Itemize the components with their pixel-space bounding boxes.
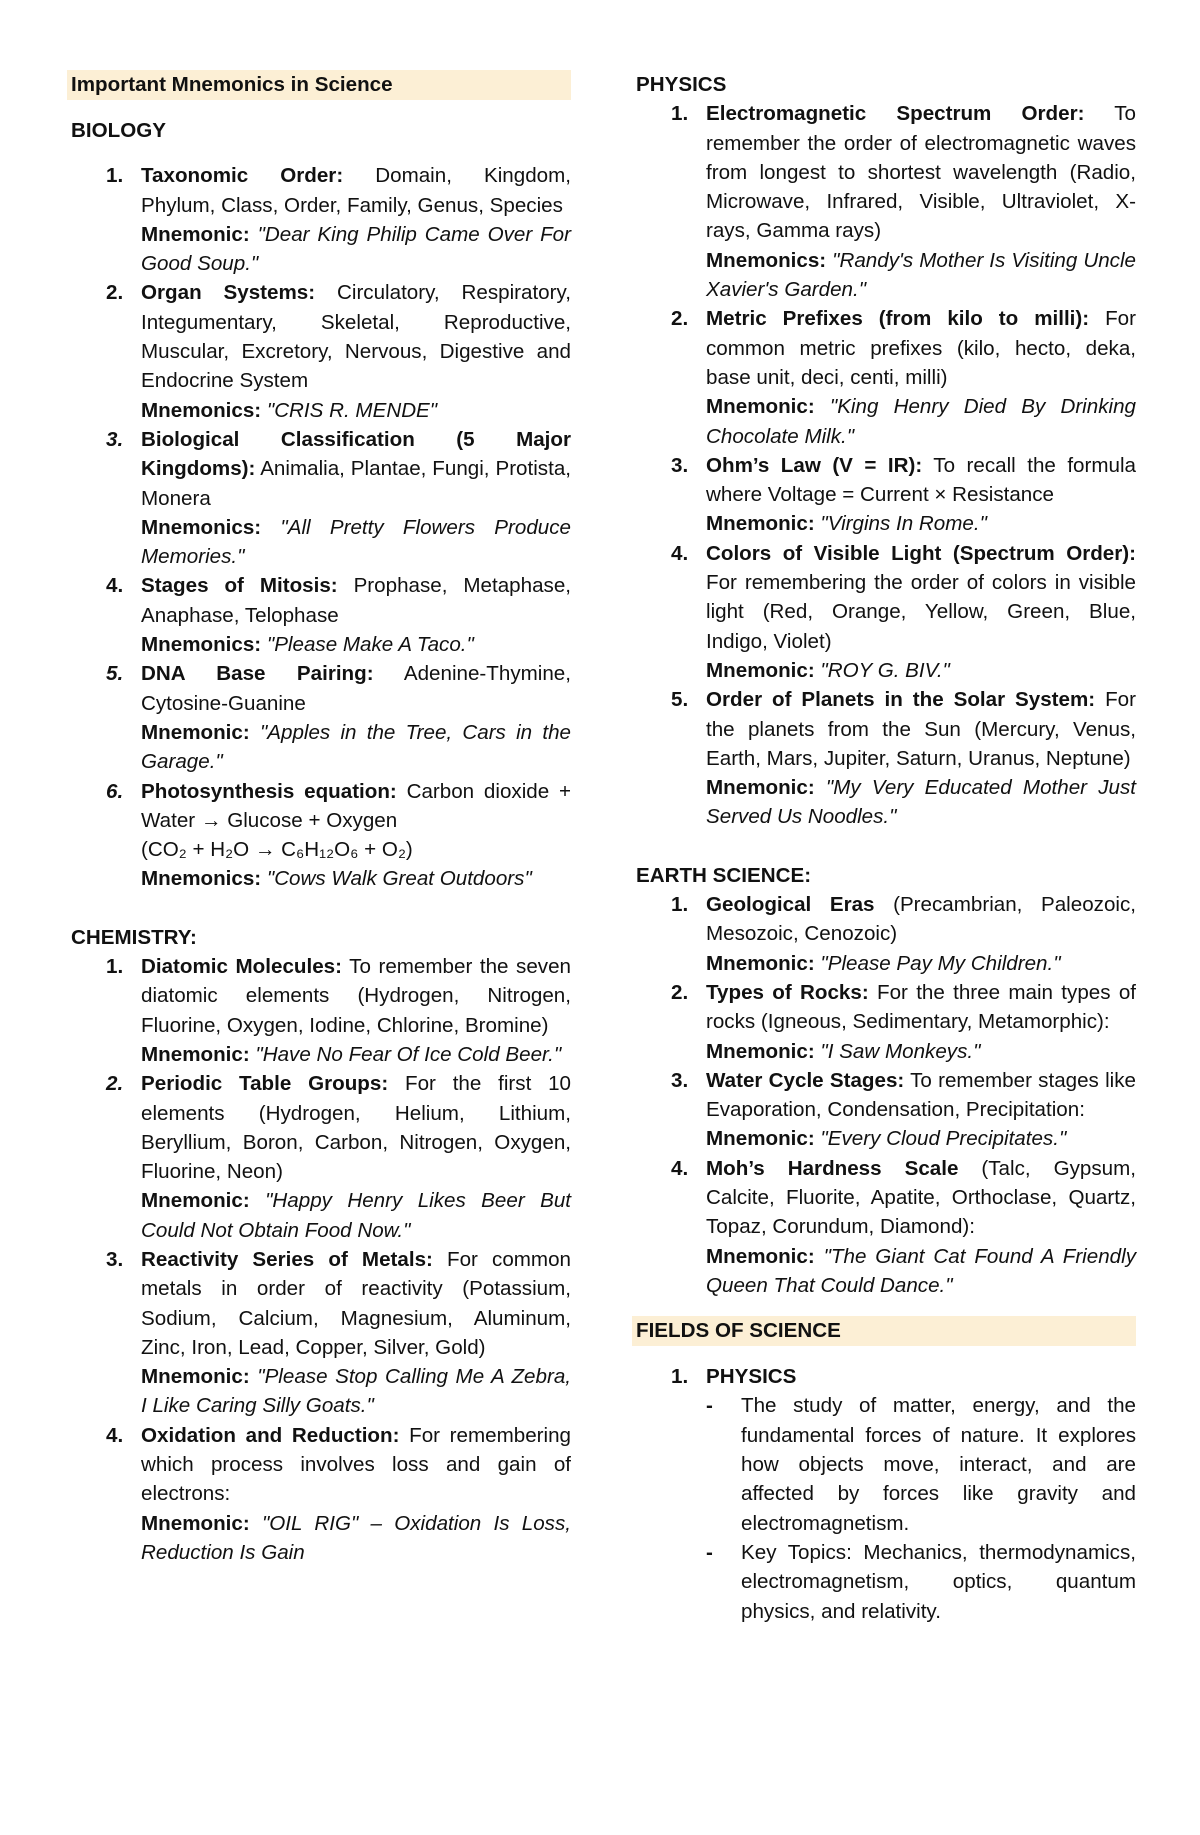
item-body: For the first 10 elements (Hydrogen, Helium, Lithium, Beryllium, Boron, Carbon, Nitrogen, Oxygen, Fluorine, Neon) bbox=[141, 1072, 571, 1184]
earth-science-item-4 bbox=[636, 1154, 1136, 1300]
biology-item-6 bbox=[71, 777, 571, 894]
item-body: Adenine-Thymine, Cytosine-Guanine bbox=[141, 662, 571, 715]
document-title: Important Mnemonics in Science bbox=[67, 70, 571, 100]
right-column bbox=[636, 70, 1136, 1626]
chemistry-item-2 bbox=[71, 1069, 571, 1245]
item-body: For common metric prefixes (kilo, hecto, deka, base unit, deci, centi, milli) bbox=[706, 307, 1136, 389]
bullet-item bbox=[706, 1391, 1136, 1537]
item-title: Geological Eras bbox=[706, 893, 875, 917]
fields-of-science-heading: FIELDS OF SCIENCE bbox=[632, 1316, 1136, 1346]
item-number: 4. bbox=[106, 1423, 124, 1447]
bullet-list bbox=[706, 1391, 1136, 1625]
mnemonic-label: Mnemonics: bbox=[141, 515, 262, 539]
earth-science-item-3 bbox=[636, 1066, 1136, 1154]
item-number: 1. bbox=[671, 893, 689, 917]
item-number: 2. bbox=[671, 307, 689, 331]
mnemonic-label: Mnemonics: bbox=[141, 867, 262, 891]
physics-list bbox=[636, 99, 1136, 831]
bullet-item bbox=[706, 1538, 1136, 1626]
mnemonic-text: "Cows Walk Great Outdoors" bbox=[261, 867, 532, 891]
chemistry-item-1 bbox=[71, 952, 571, 1069]
item-title: Types of Rocks: bbox=[706, 980, 869, 1004]
item-number: 6. bbox=[106, 779, 124, 803]
mnemonic-text: "OIL RIG" – Oxidation Is Loss, Reduction Is Gain bbox=[141, 1511, 571, 1564]
mnemonic-text: "ROY G. BIV." bbox=[814, 658, 950, 682]
item-body: Carbon dioxide + Water → Glucose + Oxygen bbox=[141, 779, 571, 832]
item-body: For remembering which process involves loss and gain of electrons: bbox=[141, 1423, 571, 1506]
fields-list bbox=[636, 1362, 1136, 1626]
item-body: For the three main types of rocks (Igneous, Sedimentary, Metamorphic): bbox=[706, 980, 1136, 1034]
item-title: Metric Prefixes (from kilo to milli): bbox=[706, 307, 1090, 331]
item-title: Organ Systems: bbox=[141, 281, 316, 305]
item-body: For the planets from the Sun (Mercury, Venus, Earth, Mars, Jupiter, Saturn, Uranus, Neptune) bbox=[706, 688, 1136, 770]
mnemonic-label: Mnemonic: bbox=[141, 1365, 250, 1389]
item-title: Colors of Visible Light (Spectrum Order): bbox=[706, 541, 1136, 565]
bullet-text: The study of matter, energy, and the fundamental forces of nature. It explores how objects move, interact, and are affected by forces like gravity and electromagnetism. bbox=[741, 1394, 1136, 1535]
item-title: Order of Planets in the Solar System: bbox=[706, 688, 1096, 712]
mnemonic-text: "All Pretty Flowers Produce Memories." bbox=[141, 515, 571, 569]
mnemonic-text: "CRIS R. MENDE" bbox=[261, 398, 438, 422]
earth-science-item-2 bbox=[636, 978, 1136, 1066]
biology-item-4 bbox=[71, 571, 571, 659]
mnemonic-label: Mnemonic: bbox=[141, 222, 250, 246]
mnemonic-label: Mnemonic: bbox=[706, 1127, 815, 1151]
mnemonic-label: Mnemonic: bbox=[706, 658, 815, 682]
item-body: For common metals in order of reactivity (Potassium, Sodium, Calcium, Magnesium, Aluminum, Zinc, Iron, Lead, Copper, Silver, Gold) bbox=[141, 1247, 571, 1359]
item-body: (Precambrian, Paleozoic, Mesozoic, Cenozoic) bbox=[706, 893, 1136, 946]
item-title: Diatomic Molecules: bbox=[141, 955, 342, 979]
mnemonic-label: Mnemonics: bbox=[141, 398, 262, 422]
fields-item-1 bbox=[636, 1362, 1136, 1626]
mnemonic-label: Mnemonics: bbox=[706, 248, 827, 272]
physics-item-5 bbox=[636, 685, 1136, 831]
mnemonic-label: Mnemonic: bbox=[706, 951, 815, 975]
item-title: Biological Classification (5 Major Kingdoms): bbox=[141, 427, 571, 481]
item-number: 1. bbox=[106, 164, 124, 188]
item-number: 3. bbox=[106, 427, 124, 451]
physics-item-3 bbox=[636, 451, 1136, 539]
item-number: 4. bbox=[671, 1156, 689, 1180]
biology-list bbox=[71, 161, 571, 893]
mnemonic-text: "My Very Educated Mother Just Served Us Noodles." bbox=[706, 776, 1136, 829]
item-title: PHYSICS bbox=[706, 1365, 797, 1389]
dash-bullet: - bbox=[706, 1394, 713, 1418]
item-number: 2. bbox=[106, 281, 124, 305]
item-number: 3. bbox=[106, 1247, 124, 1271]
mnemonic-label: Mnemonic: bbox=[141, 1042, 250, 1066]
item-number: 4. bbox=[671, 541, 689, 565]
chemistry-heading: CHEMISTRY: bbox=[71, 925, 197, 949]
mnemonic-text: "Please Make A Taco." bbox=[261, 633, 474, 657]
item-body: Animalia, Plantae, Fungi, Protista, Monera bbox=[141, 457, 571, 510]
mnemonic-label: Mnemonic: bbox=[706, 776, 815, 800]
mnemonic-label: Mnemonic: bbox=[141, 1189, 250, 1213]
item-body: To remember the seven diatomic elements (Hydrogen, Nitrogen, Fluorine, Oxygen, Iodine, Chlorine, Bromine) bbox=[141, 955, 572, 1037]
item-number: 5. bbox=[106, 662, 124, 686]
chemical-formula: (CO₂ + H₂O → C₆H₁₂O₆ + O₂) bbox=[141, 838, 413, 862]
biology-item-2 bbox=[71, 278, 571, 424]
item-title: Oxidation and Reduction: bbox=[141, 1423, 400, 1447]
chemistry-item-4 bbox=[71, 1421, 571, 1567]
mnemonic-label: Mnemonic: bbox=[706, 512, 815, 536]
mnemonic-text: "Happy Henry Likes Beer But Could Not Obtain Food Now." bbox=[141, 1189, 571, 1242]
dash-bullet: - bbox=[706, 1540, 713, 1564]
item-title: Periodic Table Groups: bbox=[141, 1072, 389, 1096]
left-column bbox=[71, 70, 571, 1567]
item-number: 2. bbox=[106, 1072, 124, 1096]
item-title: Electromagnetic Spectrum Order: bbox=[706, 102, 1085, 126]
mnemonic-text: "Please Pay My Children." bbox=[814, 951, 1061, 975]
item-number: 3. bbox=[671, 1068, 689, 1092]
mnemonic-text: "The Giant Cat Found A Friendly Queen That Could Dance." bbox=[706, 1244, 1136, 1297]
mnemonic-text: "Virgins In Rome." bbox=[814, 512, 987, 536]
physics-item-4 bbox=[636, 539, 1136, 685]
item-body: For remembering the order of colors in visible light (Red, Orange, Yellow, Green, Blue, Indigo, Violet) bbox=[706, 571, 1136, 653]
earth-science-item-1 bbox=[636, 890, 1136, 978]
item-number: 4. bbox=[106, 574, 124, 598]
mnemonic-label: Mnemonics: bbox=[141, 633, 262, 657]
item-body: (Talc, Gypsum, Calcite, Fluorite, Apatite, Orthoclase, Quartz, Topaz, Corundum, Diamond): bbox=[706, 1156, 1137, 1239]
item-title: Stages of Mitosis: bbox=[141, 574, 338, 598]
mnemonic-text: "King Henry Died By Drinking Chocolate Milk." bbox=[706, 395, 1136, 448]
mnemonic-label: Mnemonic: bbox=[706, 1039, 815, 1063]
mnemonic-label: Mnemonic: bbox=[141, 1511, 250, 1535]
item-title: DNA Base Pairing: bbox=[141, 662, 374, 686]
physics-item-1 bbox=[636, 99, 1136, 304]
mnemonic-text: "Randy's Mother Is Visiting Uncle Xavier's Garden." bbox=[706, 248, 1136, 302]
mnemonic-label: Mnemonic: bbox=[706, 1244, 815, 1268]
item-title: Photosynthesis equation: bbox=[141, 779, 397, 803]
earth-science-list bbox=[636, 890, 1136, 1300]
chemistry-item-3 bbox=[71, 1245, 571, 1421]
bullet-text: Key Topics: Mechanics, thermodynamics, electromagnetism, optics, quantum physics, and relativity. bbox=[741, 1540, 1136, 1623]
biology-item-5 bbox=[71, 659, 571, 776]
chemistry-list bbox=[71, 952, 571, 1567]
physics-heading: PHYSICS bbox=[636, 73, 727, 96]
item-body: To remember the order of electromagnetic waves from longest to shortest wavelength (Radio, Microwave, Infrared, Visible, Ultraviolet, X-rays, Gamma rays) bbox=[706, 102, 1136, 243]
mnemonic-text: "Have No Fear Of Ice Cold Beer." bbox=[249, 1042, 562, 1066]
item-body: Prophase, Metaphase, Anaphase, Telophase bbox=[141, 574, 571, 627]
item-number: 1. bbox=[671, 102, 689, 126]
item-body: To recall the formula where Voltage = Current × Resistance bbox=[706, 453, 1136, 507]
mnemonic-text: "Dear King Philip Came Over For Good Soup." bbox=[141, 222, 571, 276]
item-title: Taxonomic Order: bbox=[141, 164, 344, 188]
mnemonic-text: "I Saw Monkeys." bbox=[814, 1039, 981, 1063]
item-number: 2. bbox=[671, 980, 689, 1004]
biology-heading: BIOLOGY bbox=[71, 119, 166, 142]
mnemonic-text: "Apples in the Tree, Cars in the Garage." bbox=[141, 720, 571, 774]
mnemonic-text: "Every Cloud Precipitates." bbox=[814, 1127, 1067, 1151]
item-title: Water Cycle Stages: bbox=[706, 1068, 905, 1092]
item-title: Ohm’s Law (V = IR): bbox=[706, 453, 923, 477]
biology-item-3 bbox=[71, 425, 571, 571]
item-number: 1. bbox=[671, 1365, 689, 1389]
item-body: Domain, Kingdom, Phylum, Class, Order, Family, Genus, Species bbox=[141, 164, 571, 217]
item-number: 3. bbox=[671, 453, 689, 477]
item-title: Reactivity Series of Metals: bbox=[141, 1247, 433, 1271]
mnemonic-text: "Please Stop Calling Me A Zebra, I Like Caring Silly Goats." bbox=[141, 1365, 571, 1418]
earth-science-heading: EARTH SCIENCE: bbox=[636, 863, 812, 887]
physics-item-2 bbox=[636, 304, 1136, 450]
mnemonic-label: Mnemonic: bbox=[141, 720, 250, 744]
item-title: Moh’s Hardness Scale bbox=[706, 1156, 959, 1180]
mnemonic-label: Mnemonic: bbox=[706, 395, 815, 419]
biology-item-1 bbox=[71, 161, 571, 278]
item-number: 5. bbox=[671, 688, 689, 712]
item-body: To remember stages like Evaporation, Condensation, Precipitation: bbox=[706, 1068, 1136, 1122]
item-body: Circulatory, Respiratory, Integumentary, Skeletal, Reproductive, Muscular, Excretory, Nervous, Digestive and Endocrine System bbox=[141, 281, 571, 393]
item-number: 1. bbox=[106, 955, 124, 979]
